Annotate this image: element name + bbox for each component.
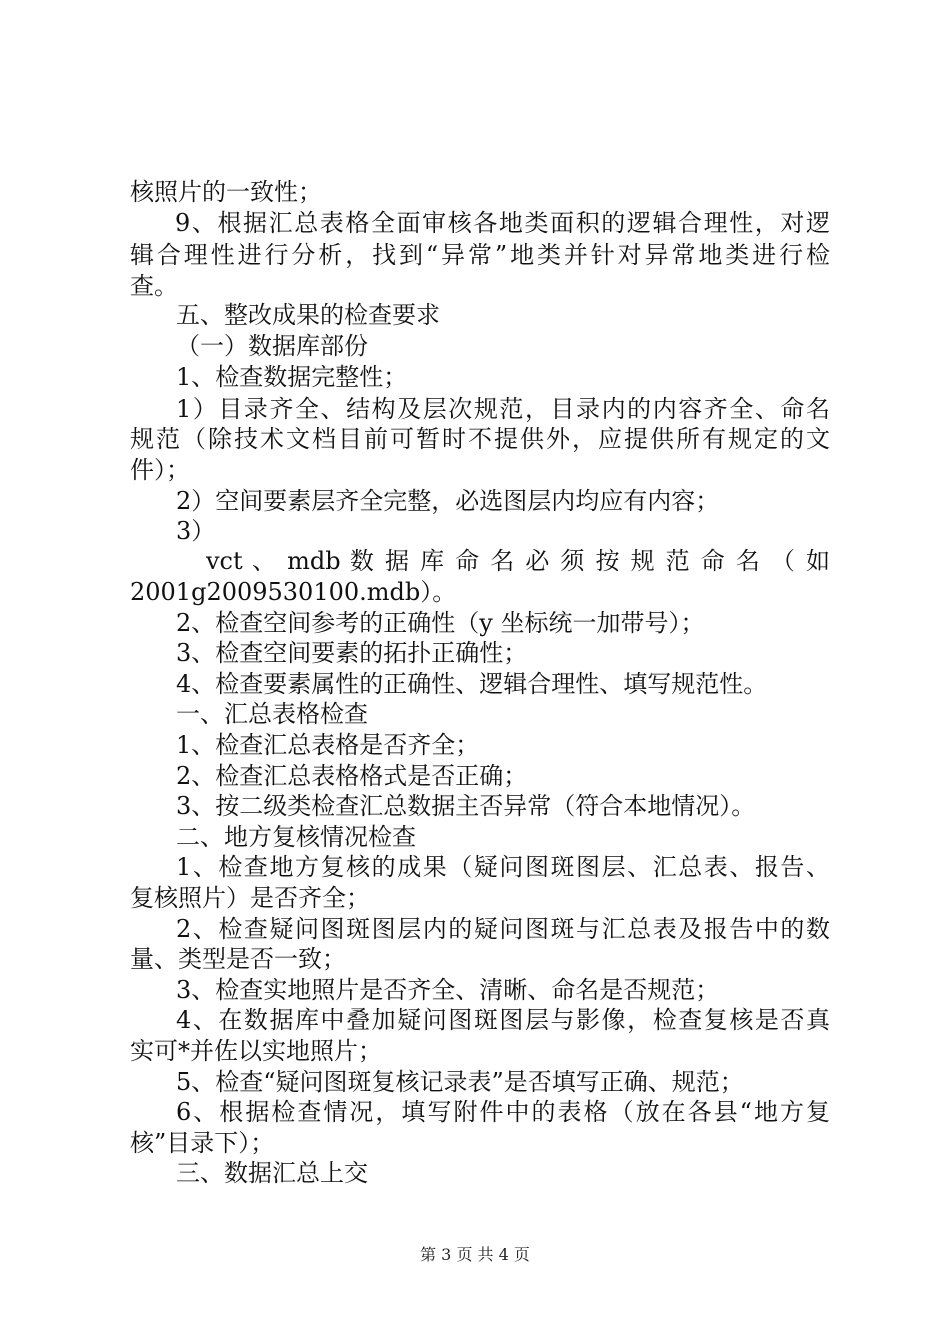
text-line: 6、根据检查情况，填写附件中的表格（放在各县“地方复: [176, 1098, 830, 1126]
text-line: 2）空间要素层齐全完整，必选图层内均应有内容；: [176, 487, 720, 515]
text-line: 量、类型是否一致；: [130, 945, 346, 973]
text-line: 3、检查实地照片是否齐全、清晰、命名是否规范；: [176, 976, 720, 1004]
text-line: 实可*并佐以实地照片；: [130, 1037, 382, 1065]
text-line: 1、检查数据完整性；: [176, 363, 408, 391]
text-line: 核”目录下）；: [130, 1129, 275, 1157]
text-line: vct 、 mdb 数 据 库 命 名 必 须 按 规 范 命 名 （ 如: [206, 547, 830, 575]
text-line: 3）: [176, 517, 216, 545]
section-heading: 一、汇总表格检查: [176, 700, 368, 728]
section-heading: 三、数据汇总上交: [176, 1159, 368, 1187]
text-line: 复核照片）是否齐全；: [130, 884, 370, 912]
section-heading: 二、地方复核情况检查: [176, 823, 416, 851]
text-line: 9、根据汇总表格全面审核各地类面积的逻辑合理性，对逻: [175, 209, 830, 237]
text-line: 2、检查空间参考的正确性（y 坐标统一加带号）；: [176, 609, 705, 637]
page-number-footer: 第 3 页 共 4 页: [420, 1245, 530, 1264]
text-line: 规范（除技术文档目前可暂时不提供外，应提供所有规定的文: [130, 425, 830, 453]
text-line: 2001g2009530100.mdb）。: [130, 578, 457, 606]
text-line: 4、检查要素属性的正确性、逻辑合理性、填写规范性。: [176, 670, 768, 698]
text-line: 4、在数据库中叠加疑问图斑图层与影像，检查复核是否真: [176, 1006, 830, 1034]
text-line: 核照片的一致性；: [130, 178, 322, 206]
text-line: 2、检查疑问图斑图层内的疑问图斑与汇总表及报告中的数: [176, 915, 830, 943]
text-line: 1、检查汇总表格是否齐全；: [176, 731, 480, 759]
text-line: 3、检查空间要素的拓扑正确性；: [176, 639, 528, 667]
text-line: 5、检查“疑问图斑复核记录表”是否填写正确、规范；: [176, 1068, 744, 1096]
subsection-heading: （一）数据库部份: [176, 332, 368, 360]
text-line: 查。: [130, 272, 178, 300]
text-line: 3、按二级类检查汇总数据主否异常（符合本地情况）。: [176, 792, 756, 820]
text-line: 2、检查汇总表格格式是否正确；: [176, 762, 528, 790]
text-line: 1、检查地方复核的成果（疑问图斑图层、汇总表、报告、: [176, 853, 830, 881]
text-line: 件）；: [130, 456, 190, 484]
section-heading: 五、整改成果的检查要求: [176, 301, 440, 329]
text-line: 辑合理性进行分析，找到“异常”地类并针对异常地类进行检: [130, 241, 830, 269]
text-line: 1）目录齐全、结构及层次规范，目录内的内容齐全、命名: [176, 395, 830, 423]
